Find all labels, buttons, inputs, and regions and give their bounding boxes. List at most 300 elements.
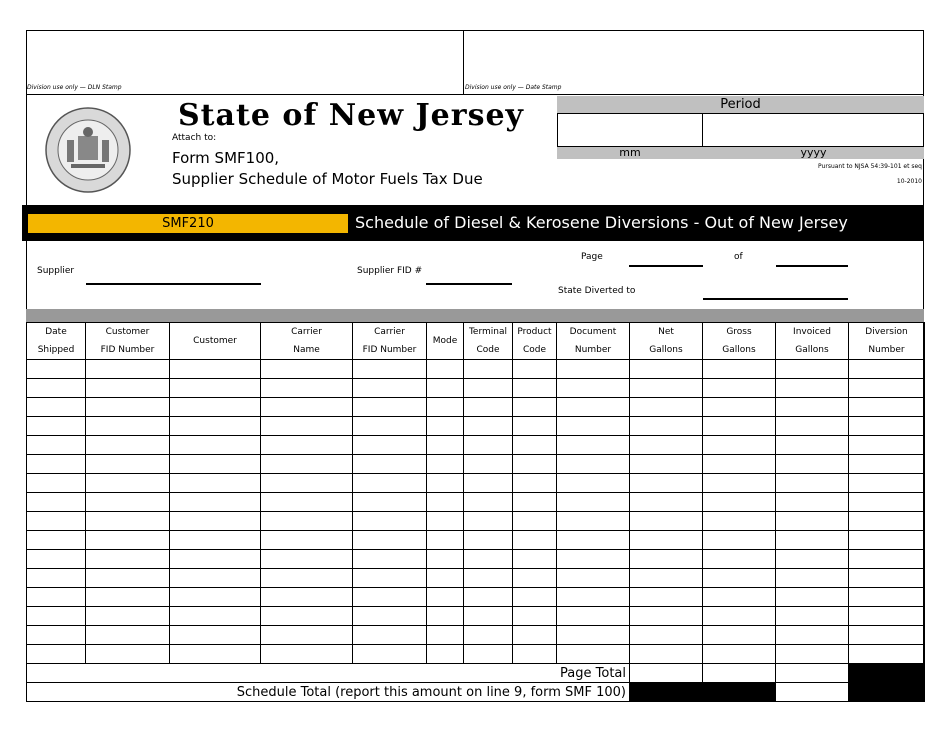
table-cell[interactable]	[170, 379, 261, 398]
table-cell[interactable]	[776, 379, 849, 398]
table-cell[interactable]	[703, 531, 776, 550]
column-header-line2: Code	[476, 345, 500, 355]
table-cell[interactable]	[427, 360, 464, 379]
schedule-total-blocked-right	[849, 683, 925, 702]
table-cell[interactable]	[464, 645, 513, 664]
table-cell[interactable]	[353, 588, 427, 607]
stamp-bottom-rule	[26, 94, 924, 95]
table-cell[interactable]	[513, 588, 557, 607]
column-header	[849, 323, 925, 360]
nj-state-seal-icon	[43, 106, 133, 194]
table-cell[interactable]	[27, 379, 86, 398]
table-cell[interactable]	[776, 588, 849, 607]
table-cell[interactable]	[464, 398, 513, 417]
column-header	[86, 323, 170, 360]
table-cell[interactable]	[557, 398, 630, 417]
period-month-label: mm	[619, 146, 641, 159]
table-cell[interactable]	[170, 607, 261, 626]
table-cell[interactable]	[427, 569, 464, 588]
date-stamp-label: Division use only — Date Stamp	[465, 84, 562, 91]
page-total-row	[27, 664, 925, 683]
table-cell[interactable]	[849, 588, 925, 607]
column-header-line2: Gallons	[649, 345, 683, 355]
table-cell[interactable]	[464, 436, 513, 455]
table-cell[interactable]	[513, 607, 557, 626]
table-cell[interactable]	[776, 531, 849, 550]
column-header-line2: Number	[868, 345, 905, 355]
table-cell[interactable]	[630, 379, 703, 398]
table-cell[interactable]	[776, 550, 849, 569]
table-cell[interactable]	[86, 493, 170, 512]
table-cell[interactable]	[513, 474, 557, 493]
attach-to-label: Attach to:	[172, 133, 217, 143]
supplier-label: Supplier	[37, 266, 75, 276]
table-cell[interactable]	[353, 398, 427, 417]
column-header-line1: Document	[569, 327, 617, 337]
table-cell[interactable]	[86, 607, 170, 626]
table-cell[interactable]	[27, 569, 86, 588]
column-header	[261, 323, 353, 360]
page-number-field[interactable]	[629, 265, 703, 267]
table-cell[interactable]	[776, 626, 849, 645]
column-header-line2: FID Number	[362, 345, 417, 355]
table-row	[27, 626, 925, 645]
table-cell[interactable]	[353, 626, 427, 645]
column-header-line1: Diversion	[865, 327, 908, 337]
table-cell[interactable]	[776, 417, 849, 436]
table-cell[interactable]	[427, 398, 464, 417]
table-cell[interactable]	[557, 645, 630, 664]
table-cell[interactable]	[427, 550, 464, 569]
column-header-line2: Gallons	[722, 345, 756, 355]
column-header-line1: Product	[517, 327, 552, 337]
table-cell[interactable]	[513, 379, 557, 398]
table-cell[interactable]	[630, 455, 703, 474]
table-cell[interactable]	[353, 436, 427, 455]
table-cell[interactable]	[630, 607, 703, 626]
table-cell[interactable]	[776, 645, 849, 664]
table-cell[interactable]	[261, 493, 353, 512]
column-header	[170, 323, 261, 360]
table-cell[interactable]	[513, 645, 557, 664]
table-row	[27, 455, 925, 474]
table-cell[interactable]	[849, 417, 925, 436]
table-cell[interactable]	[86, 531, 170, 550]
table-cell[interactable]	[464, 417, 513, 436]
table-cell[interactable]	[849, 398, 925, 417]
table-cell[interactable]	[776, 569, 849, 588]
table-cell[interactable]	[849, 360, 925, 379]
page-total-net[interactable]	[630, 664, 703, 683]
page-total-gross[interactable]	[703, 664, 776, 683]
table-cell[interactable]	[170, 493, 261, 512]
table-cell[interactable]	[261, 588, 353, 607]
table-cell[interactable]	[427, 607, 464, 626]
table-cell[interactable]	[776, 493, 849, 512]
table-cell[interactable]	[776, 474, 849, 493]
table-cell[interactable]	[27, 588, 86, 607]
table-row	[27, 512, 925, 531]
table-cell[interactable]	[170, 474, 261, 493]
form-reference-line1: Form SMF100,	[172, 149, 280, 167]
table-cell[interactable]	[170, 550, 261, 569]
table-cell[interactable]	[86, 512, 170, 531]
column-header	[557, 323, 630, 360]
table-cell[interactable]	[557, 550, 630, 569]
table-cell[interactable]	[630, 569, 703, 588]
table-cell[interactable]	[86, 398, 170, 417]
table-cell[interactable]	[86, 569, 170, 588]
page-total-invoiced[interactable]	[776, 664, 849, 683]
table-cell[interactable]	[86, 455, 170, 474]
column-header-line1: Date	[45, 327, 67, 337]
table-cell[interactable]	[86, 626, 170, 645]
table-cell[interactable]	[849, 626, 925, 645]
table-cell[interactable]	[703, 455, 776, 474]
schedule-total-label: Schedule Total (report this amount on line 9, form SMF 100)	[27, 683, 630, 702]
table-cell[interactable]	[776, 455, 849, 474]
table-row	[27, 531, 925, 550]
table-cell[interactable]	[703, 588, 776, 607]
table-cell[interactable]	[353, 512, 427, 531]
table-cell[interactable]	[557, 417, 630, 436]
table-row	[27, 398, 925, 417]
table-cell[interactable]	[353, 360, 427, 379]
table-row	[27, 645, 925, 664]
column-header-line1: Carrier	[374, 327, 405, 337]
table-cell[interactable]	[630, 417, 703, 436]
table-cell[interactable]	[703, 645, 776, 664]
table-cell[interactable]	[170, 436, 261, 455]
table-cell[interactable]	[703, 569, 776, 588]
table-cell[interactable]	[849, 512, 925, 531]
table-cell[interactable]	[849, 474, 925, 493]
table-cell[interactable]	[27, 455, 86, 474]
column-header	[630, 323, 703, 360]
table-cell[interactable]	[170, 645, 261, 664]
table-cell[interactable]	[353, 379, 427, 398]
table-cell[interactable]	[427, 493, 464, 512]
table-cell[interactable]	[170, 531, 261, 550]
table-cell[interactable]	[464, 360, 513, 379]
dln-stamp-label: Division use only — DLN Stamp	[27, 84, 122, 91]
table-cell[interactable]	[27, 360, 86, 379]
page-total-blocked	[849, 664, 925, 683]
table-cell[interactable]	[261, 436, 353, 455]
table-cell[interactable]	[513, 569, 557, 588]
table-cell[interactable]	[513, 512, 557, 531]
diversion-table	[26, 322, 925, 702]
table-cell[interactable]	[513, 417, 557, 436]
table-cell[interactable]	[427, 474, 464, 493]
column-header-line2: Code	[522, 345, 547, 355]
column-header-line2: Shipped	[37, 345, 75, 355]
table-cell[interactable]	[703, 474, 776, 493]
table-cell[interactable]	[427, 645, 464, 664]
table-cell[interactable]	[630, 512, 703, 531]
table-cell[interactable]	[703, 379, 776, 398]
table-cell[interactable]	[427, 626, 464, 645]
table-cell[interactable]	[513, 398, 557, 417]
table-cell[interactable]	[557, 569, 630, 588]
table-cell[interactable]	[849, 493, 925, 512]
table-cell[interactable]	[27, 493, 86, 512]
table-cell[interactable]	[776, 436, 849, 455]
table-cell[interactable]	[27, 626, 86, 645]
table-cell[interactable]	[557, 607, 630, 626]
table-cell[interactable]	[27, 512, 86, 531]
column-header-line2: Number	[574, 345, 612, 355]
table-cell[interactable]	[630, 436, 703, 455]
table-cell[interactable]	[170, 360, 261, 379]
table-cell[interactable]	[86, 645, 170, 664]
table-cell[interactable]	[630, 626, 703, 645]
table-cell[interactable]	[776, 607, 849, 626]
column-header-line2: FID Number	[100, 345, 155, 355]
table-cell[interactable]	[557, 588, 630, 607]
table-cell[interactable]	[513, 626, 557, 645]
table-cell[interactable]	[353, 550, 427, 569]
supplier-field[interactable]	[86, 283, 261, 285]
table-cell[interactable]	[513, 455, 557, 474]
column-header-line1: Customer	[193, 336, 237, 346]
table-cell[interactable]	[427, 455, 464, 474]
table-cell[interactable]	[630, 588, 703, 607]
schedule-total-blocked	[630, 683, 776, 702]
table-cell[interactable]	[261, 569, 353, 588]
table-cell[interactable]	[464, 512, 513, 531]
supplier-fid-label: Supplier FID #	[357, 266, 423, 276]
table-row	[27, 417, 925, 436]
column-header-line1: Mode	[432, 336, 458, 346]
column-header	[776, 323, 849, 360]
table-cell[interactable]	[776, 360, 849, 379]
table-cell[interactable]	[557, 455, 630, 474]
table-cell[interactable]	[353, 474, 427, 493]
table-cell[interactable]	[513, 493, 557, 512]
column-header-line2: Gallons	[795, 345, 829, 355]
column-header	[353, 323, 427, 360]
table-cell[interactable]	[630, 474, 703, 493]
period-header: Period	[557, 96, 924, 113]
table-cell[interactable]	[261, 531, 353, 550]
table-cell[interactable]	[427, 512, 464, 531]
table-cell[interactable]	[464, 569, 513, 588]
column-header	[464, 323, 513, 360]
table-cell[interactable]	[170, 588, 261, 607]
table-cell[interactable]	[703, 360, 776, 379]
table-row	[27, 550, 925, 569]
table-cell[interactable]	[27, 417, 86, 436]
table-cell[interactable]	[27, 531, 86, 550]
column-header-line2: Name	[293, 345, 320, 355]
page-total-label: Page Total	[27, 664, 630, 683]
table-cell[interactable]	[703, 626, 776, 645]
table-cell[interactable]	[464, 379, 513, 398]
table-cell[interactable]	[464, 531, 513, 550]
table-cell[interactable]	[170, 455, 261, 474]
table-cell[interactable]	[849, 569, 925, 588]
table-cell[interactable]	[261, 512, 353, 531]
form-revision: 10-2010	[896, 178, 922, 185]
table-cell[interactable]	[557, 531, 630, 550]
schedule-total-invoiced[interactable]	[776, 683, 849, 702]
table-cell[interactable]	[703, 512, 776, 531]
table-row	[27, 360, 925, 379]
table-cell[interactable]	[464, 455, 513, 474]
table-cell[interactable]	[86, 474, 170, 493]
table-cell[interactable]	[261, 550, 353, 569]
table-cell[interactable]	[170, 417, 261, 436]
table-cell[interactable]	[849, 550, 925, 569]
table-cell[interactable]	[557, 493, 630, 512]
table-cell[interactable]	[86, 588, 170, 607]
table-cell[interactable]	[27, 550, 86, 569]
table-cell[interactable]	[630, 493, 703, 512]
table-cell[interactable]	[557, 474, 630, 493]
table-cell[interactable]	[513, 360, 557, 379]
table-cell[interactable]	[703, 607, 776, 626]
table-cell[interactable]	[261, 607, 353, 626]
schedule-code: SMF210	[26, 212, 350, 235]
stamp-divider	[463, 30, 464, 94]
table-cell[interactable]	[261, 379, 353, 398]
table-cell[interactable]	[776, 398, 849, 417]
table-cell[interactable]	[353, 645, 427, 664]
table-cell[interactable]	[703, 493, 776, 512]
table-cell[interactable]	[170, 626, 261, 645]
table-cell[interactable]	[427, 417, 464, 436]
column-header-line1: Carrier	[291, 327, 322, 337]
table-cell[interactable]	[557, 626, 630, 645]
column-header	[27, 323, 86, 360]
table-cell[interactable]	[86, 360, 170, 379]
table-cell[interactable]	[353, 455, 427, 474]
table-cell[interactable]	[464, 607, 513, 626]
table-cell[interactable]	[630, 360, 703, 379]
table-cell[interactable]	[703, 550, 776, 569]
table-cell[interactable]	[630, 550, 703, 569]
table-cell[interactable]	[261, 360, 353, 379]
table-row	[27, 569, 925, 588]
table-cell[interactable]	[557, 379, 630, 398]
table-cell[interactable]	[849, 531, 925, 550]
schedule-total-row	[27, 683, 925, 702]
state-diverted-field[interactable]	[703, 298, 848, 300]
table-row	[27, 588, 925, 607]
table-cell[interactable]	[27, 436, 86, 455]
table-cell[interactable]	[427, 379, 464, 398]
table-cell[interactable]	[849, 436, 925, 455]
table-row	[27, 493, 925, 512]
table-cell[interactable]	[27, 474, 86, 493]
table-cell[interactable]	[427, 531, 464, 550]
table-cell[interactable]	[86, 417, 170, 436]
table-cell[interactable]	[27, 607, 86, 626]
table-cell[interactable]	[353, 531, 427, 550]
table-cell[interactable]	[557, 436, 630, 455]
column-header-line1: Net	[658, 327, 674, 337]
table-cell[interactable]	[261, 645, 353, 664]
table-cell[interactable]	[464, 493, 513, 512]
table-cell[interactable]	[170, 398, 261, 417]
table-cell[interactable]	[464, 588, 513, 607]
table-cell[interactable]	[353, 607, 427, 626]
table-cell[interactable]	[427, 588, 464, 607]
table-cell[interactable]	[849, 645, 925, 664]
table-cell[interactable]	[261, 398, 353, 417]
table-cell[interactable]	[464, 626, 513, 645]
table-cell[interactable]	[170, 569, 261, 588]
table-cell[interactable]	[557, 360, 630, 379]
column-header	[427, 323, 464, 360]
table-cell[interactable]	[464, 550, 513, 569]
table-cell[interactable]	[513, 436, 557, 455]
table-cell[interactable]	[427, 436, 464, 455]
period-year-field[interactable]	[703, 113, 924, 147]
table-row	[27, 379, 925, 398]
table-cell[interactable]	[703, 417, 776, 436]
table-cell[interactable]	[849, 379, 925, 398]
table-row	[27, 474, 925, 493]
table-cell[interactable]	[776, 512, 849, 531]
table-cell[interactable]	[464, 474, 513, 493]
state-diverted-label: State Diverted to	[558, 286, 636, 296]
column-header-line1: Customer	[105, 327, 150, 337]
table-cell[interactable]	[86, 550, 170, 569]
table-cell[interactable]	[703, 436, 776, 455]
table-cell[interactable]	[630, 398, 703, 417]
table-cell[interactable]	[261, 626, 353, 645]
table-cell[interactable]	[849, 607, 925, 626]
table-cell[interactable]	[86, 379, 170, 398]
statute-reference: Pursuant to NJSA 54:39-101 et seq	[818, 163, 922, 170]
table-cell[interactable]	[703, 398, 776, 417]
table-header-row	[27, 323, 925, 360]
column-header-line1: Terminal	[468, 327, 508, 337]
table-cell[interactable]	[513, 550, 557, 569]
table-cell[interactable]	[27, 645, 86, 664]
table-cell[interactable]	[170, 512, 261, 531]
page-label: Page	[581, 252, 603, 262]
table-cell[interactable]	[353, 569, 427, 588]
table-cell[interactable]	[849, 455, 925, 474]
table-row	[27, 607, 925, 626]
table-cell[interactable]	[513, 531, 557, 550]
column-header	[703, 323, 776, 360]
table-cell[interactable]	[261, 455, 353, 474]
table-cell[interactable]	[557, 512, 630, 531]
page-count-field[interactable]	[776, 265, 848, 267]
schedule-title: Schedule of Diesel & Kerosene Diversions - Out of New Jersey	[355, 213, 848, 232]
column-header	[513, 323, 557, 360]
supplier-fid-field[interactable]	[426, 283, 512, 285]
table-cell[interactable]	[353, 417, 427, 436]
period-month-field[interactable]	[557, 113, 703, 147]
column-header-line1: Gross	[726, 327, 752, 337]
table-cell[interactable]	[630, 645, 703, 664]
state-title: State of New Jersey	[178, 98, 524, 133]
table-cell[interactable]	[27, 398, 86, 417]
table-cell[interactable]	[261, 474, 353, 493]
table-cell[interactable]	[353, 493, 427, 512]
table-row	[27, 436, 925, 455]
form-reference-line2: Supplier Schedule of Motor Fuels Tax Due	[172, 170, 483, 188]
section-separator	[26, 309, 924, 322]
table-cell[interactable]	[630, 531, 703, 550]
table-cell[interactable]	[86, 436, 170, 455]
table-cell[interactable]	[261, 417, 353, 436]
